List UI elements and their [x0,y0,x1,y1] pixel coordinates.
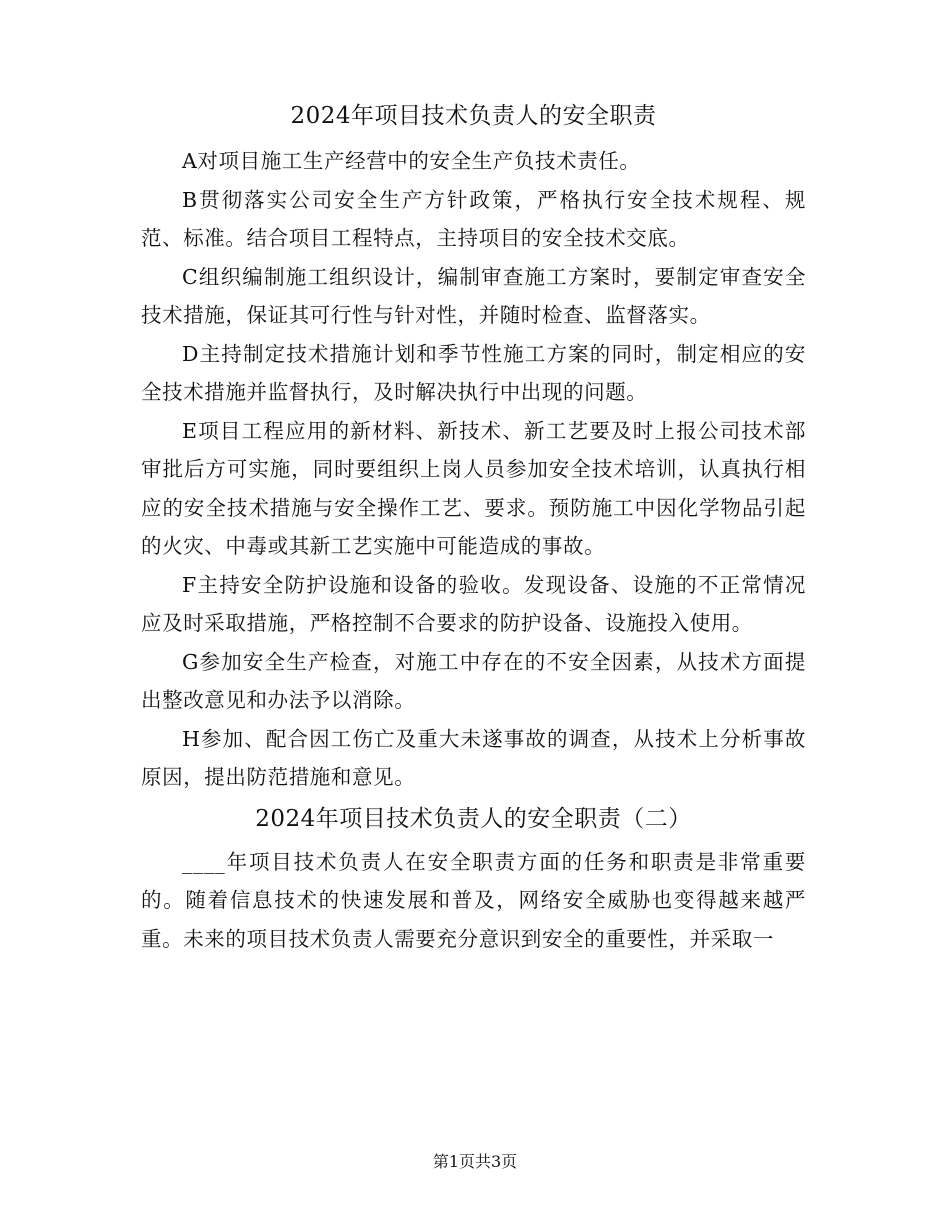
paragraph-f: F主持安全防护设施和设备的验收。发现设备、设施的不正常情况应及时采取措施，严格控制不合要求的防护设备、设施投入使用。 [141,572,806,635]
section-2-paragraph: ____年项目技术负责人在安全职责方面的任务和职责是非常重要的。随着信息技术的快速发展和普及，网络安全威胁也变得越来越严重。未来的项目技术负责人需要充分意识到安全的重要性，并采取一 [141,849,806,951]
paragraph-e: E项目工程应用的新材料、新技术、新工艺要及时上报公司技术部审批后方可实施，同时要组织上岗人员参加安全技术培训，认真执行相应的安全技术措施与安全操作工艺、要求。预防施工中因化学物品引起的火灾、中毒或其新工艺实施中可能造成的事故。 [141,418,806,558]
section-1-title: 2024年项目技术负责人的安全职责 [290,103,657,129]
document-page [141,98,806,958]
page-number-footer: 第1页共3页 [432,1152,518,1171]
paragraph-d: D主持制定技术措施计划和季节性施工方案的同时，制定相应的安全技术措施并监督执行，及时解决执行中出现的问题。 [141,341,806,404]
section-2-title: 2024年项目技术负责人的安全职责（二） [255,805,692,832]
paragraph-b: B贯彻落实公司安全生产方针政策，严格执行安全技术规程、规范、标准。结合项目工程特点，主持项目的安全技术交底。 [141,187,806,250]
paragraph-h: H参加、配合因工伤亡及重大未遂事故的调查，从技术上分析事故原因，提出防范措施和意见。 [141,726,806,789]
paragraph-c: C组织编制施工组织设计，编制审查施工方案时，要制定审查安全技术措施，保证其可行性与针对性，并随时检查、监督落实。 [141,264,806,327]
paragraph-g: G参加安全生产检查，对施工中存在的不安全因素，从技术方面提出整改意见和办法予以消除。 [141,649,806,712]
paragraph-a: A对项目施工生产经营中的安全生产负技术责任。 [182,149,641,173]
